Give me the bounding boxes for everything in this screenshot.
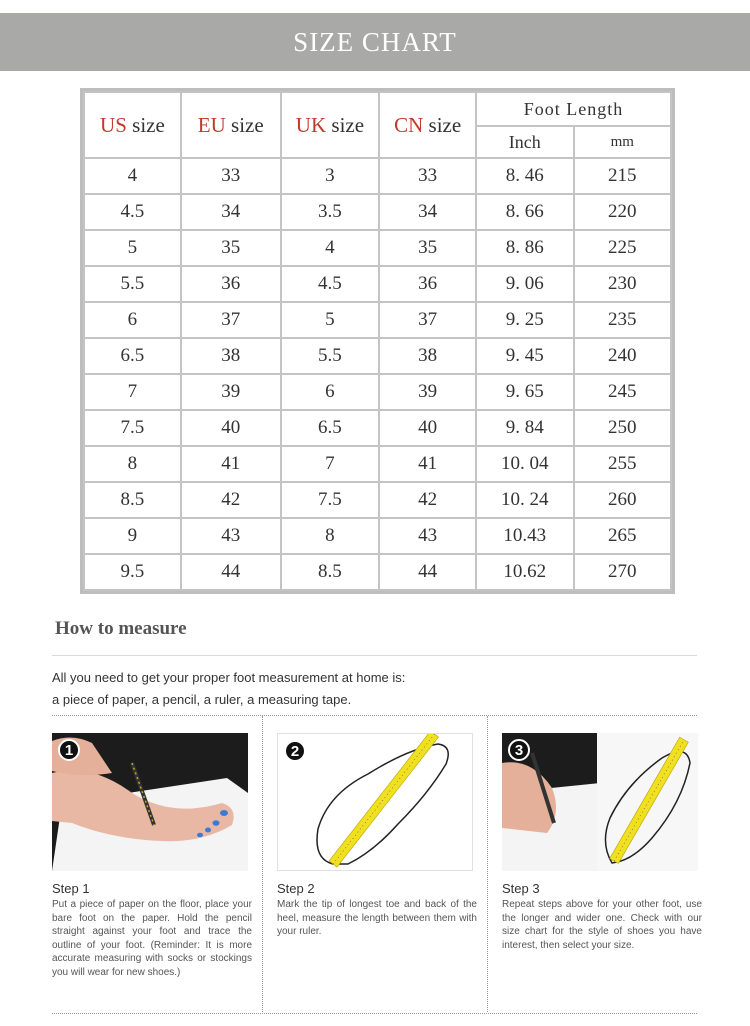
us-size-cell: 5: [84, 230, 181, 266]
mm-cell: 270: [574, 554, 671, 590]
step-number-badge: 3: [508, 739, 530, 761]
foot-outline-ruler-illustration: [278, 734, 473, 871]
inch-cell: 10.62: [476, 554, 573, 590]
header-cn-size: CN size: [379, 92, 476, 158]
eu-size-cell: 44: [181, 554, 281, 590]
mm-cell: 245: [574, 374, 671, 410]
cn-size-cell: 34: [379, 194, 476, 230]
table-row: [84, 338, 671, 374]
mm-cell: 215: [574, 158, 671, 194]
mm-cell: 220: [574, 194, 671, 230]
inch-cell: 9. 65: [476, 374, 573, 410]
eu-size-cell: 35: [181, 230, 281, 266]
inch-cell: 10.43: [476, 518, 573, 554]
mm-cell: 265: [574, 518, 671, 554]
table-row: [84, 230, 671, 266]
step-3-text: Repeat steps above for your other foot, use the longer and wider one. Check with our size chart for the style of shoes you have interest, then select your size.: [502, 899, 702, 951]
inch-cell: 9. 84: [476, 410, 573, 446]
cn-size-cell: 44: [379, 554, 476, 590]
table-row: [84, 410, 671, 446]
uk-size-cell: 4: [281, 230, 380, 266]
cn-size-cell: 35: [379, 230, 476, 266]
table-row: [84, 194, 671, 230]
us-size-cell: 6: [84, 302, 181, 338]
cn-size-cell: 38: [379, 338, 476, 374]
step-3-panel: [502, 733, 702, 952]
mm-cell: 260: [574, 482, 671, 518]
size-chart-banner: [0, 13, 750, 71]
table-row: [84, 374, 671, 410]
us-size-cell: 4.5: [84, 194, 181, 230]
cn-size-cell: 36: [379, 266, 476, 302]
us-size-cell: 8: [84, 446, 181, 482]
step-2-panel: [277, 733, 477, 939]
us-size-cell: 7.5: [84, 410, 181, 446]
step-2-title: Step 2: [277, 881, 315, 896]
us-size-cell: 9: [84, 518, 181, 554]
dotted-divider-vertical: [262, 716, 263, 1012]
mm-cell: 255: [574, 446, 671, 482]
inch-cell: 10. 04: [476, 446, 573, 482]
inch-cell: 8. 86: [476, 230, 573, 266]
us-size-cell: 9.5: [84, 554, 181, 590]
step-2-photo: [277, 733, 473, 871]
step-3-title: Step 3: [502, 881, 540, 896]
uk-size-cell: 8: [281, 518, 380, 554]
uk-size-cell: 6.5: [281, 410, 380, 446]
inch-cell: 10. 24: [476, 482, 573, 518]
divider: [52, 655, 697, 656]
table-row: [84, 518, 671, 554]
us-size-cell: 8.5: [84, 482, 181, 518]
uk-size-cell: 3: [281, 158, 380, 194]
header-foot-length: Foot Length: [476, 92, 671, 126]
cn-size-cell: 41: [379, 446, 476, 482]
mm-cell: 235: [574, 302, 671, 338]
eu-size-cell: 33: [181, 158, 281, 194]
second-foot-illustration: [502, 733, 698, 871]
foot-tracing-illustration: [52, 733, 248, 871]
us-size-cell: 4: [84, 158, 181, 194]
header-eu-size: EU size: [181, 92, 281, 158]
banner-title: SIZE CHART: [293, 26, 457, 57]
uk-size-cell: 5.5: [281, 338, 380, 374]
size-chart-table-wrapper: [80, 88, 675, 594]
table-row: [84, 158, 671, 194]
eu-size-cell: 39: [181, 374, 281, 410]
how-to-measure-title: How to measure: [55, 618, 187, 639]
header-us-size: US size: [84, 92, 181, 158]
table-row: [84, 554, 671, 590]
uk-size-cell: 5: [281, 302, 380, 338]
inch-cell: 9. 25: [476, 302, 573, 338]
step-1-text: Put a piece of paper on the floor, place your bare foot on the paper. Hold the pencil straight against your foot and trace the outline of your foot. (Reminder: It is more accurate measuring with socks or stockings you will wear for new shoes.): [52, 899, 252, 978]
uk-size-cell: 7: [281, 446, 380, 482]
dotted-divider-bottom: [52, 1013, 697, 1014]
inch-cell: 9. 45: [476, 338, 573, 374]
table-row: [84, 482, 671, 518]
table-row: [84, 446, 671, 482]
step-3-photo: [502, 733, 698, 871]
header-uk-size: UK size: [281, 92, 380, 158]
mm-cell: 230: [574, 266, 671, 302]
table-row: [84, 266, 671, 302]
uk-size-cell: 6: [281, 374, 380, 410]
eu-size-cell: 41: [181, 446, 281, 482]
mm-cell: 225: [574, 230, 671, 266]
step-1-title: Step 1: [52, 881, 90, 896]
step-1-photo: [52, 733, 248, 871]
intro-text: [52, 667, 692, 711]
mm-cell: 240: [574, 338, 671, 374]
us-size-cell: 7: [84, 374, 181, 410]
cn-size-cell: 42: [379, 482, 476, 518]
cn-size-cell: 39: [379, 374, 476, 410]
size-table-body: [84, 158, 671, 590]
cn-size-cell: 33: [379, 158, 476, 194]
intro-line-2: a piece of paper, a pencil, a ruler, a measuring tape.: [52, 692, 352, 707]
header-mm: mm: [574, 126, 671, 158]
uk-size-cell: 3.5: [281, 194, 380, 230]
cn-size-cell: 37: [379, 302, 476, 338]
eu-size-cell: 37: [181, 302, 281, 338]
table-row: [84, 302, 671, 338]
header-inch: Inch: [476, 126, 573, 158]
eu-size-cell: 43: [181, 518, 281, 554]
us-size-cell: 5.5: [84, 266, 181, 302]
eu-size-cell: 36: [181, 266, 281, 302]
uk-size-cell: 4.5: [281, 266, 380, 302]
cn-size-cell: 40: [379, 410, 476, 446]
step-number-badge: 2: [284, 740, 306, 762]
inch-cell: 8. 46: [476, 158, 573, 194]
inch-cell: 8. 66: [476, 194, 573, 230]
eu-size-cell: 40: [181, 410, 281, 446]
eu-size-cell: 42: [181, 482, 281, 518]
us-size-cell: 6.5: [84, 338, 181, 374]
eu-size-cell: 34: [181, 194, 281, 230]
uk-size-cell: 8.5: [281, 554, 380, 590]
uk-size-cell: 7.5: [281, 482, 380, 518]
inch-cell: 9. 06: [476, 266, 573, 302]
step-1-panel: [52, 733, 252, 980]
dotted-divider-top: [52, 715, 697, 716]
intro-line-1: All you need to get your proper foot measurement at home is:: [52, 670, 406, 685]
step-number-badge: 1: [58, 739, 80, 761]
dotted-divider-vertical: [487, 716, 488, 1012]
cn-size-cell: 43: [379, 518, 476, 554]
mm-cell: 250: [574, 410, 671, 446]
step-2-text: Mark the tip of longest toe and back of the heel, measure the length between them with your ruler.: [277, 899, 477, 938]
eu-size-cell: 38: [181, 338, 281, 374]
size-chart-table: [83, 91, 672, 591]
